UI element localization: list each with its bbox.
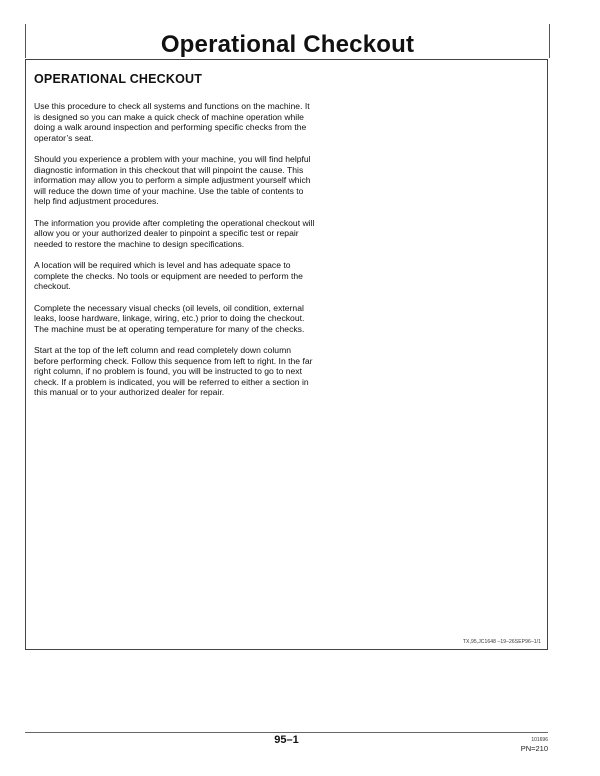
title-rule-right [549,24,550,58]
reference-code: TX,95,JC1648 –19–26SEP96–1/1 [462,639,541,645]
page-number: 95–1 [274,734,299,746]
footer-rule [25,732,548,733]
pn-code: PN=210 [520,744,548,753]
page-title: Operational Checkout [160,31,415,58]
paragraph-1: Use this procedure to check all systems and functions on the machine. It is designed so you can make a quick check of machine operation while doing a walk around inspection and performing specific checks from the operator’s seat. [34,101,310,143]
doc-code: 101696 [531,737,548,743]
content-box [25,59,548,650]
paragraph-5: Complete the necessary visual checks (oil levels, oil condition, external leaks, loose hardware, linkage, wiring, etc.) prior to doing the checkout. The machine must be at operating temperature for many of the checks. [34,302,305,334]
paragraph-6: Start at the top of the left column and read completely down column before performing check. Follow this sequence from left to right. In the far right column, if no problem is found, you will be instructed to go to next check. If a problem is indicated, you will be referred to either a section in this manual or to your authorized dealer for repair. [34,345,313,397]
text-column [34,101,316,409]
paragraph-4: A location will be required which is level and has adequate space to complete the checks. No tools or equipment are needed to perform the checkout. [34,260,303,291]
section-heading: OPERATIONAL CHECKOUT [34,72,203,86]
paragraph-3: The information you provide after completing the operational checkout will allow you or your authorized dealer to pinpoint a specific test or repair needed to restore the machine to design specifications. [34,217,315,249]
paragraph-2: Should you experience a problem with your machine, you will find helpful diagnostic information in this checkout that will pinpoint the cause. This information may allow you to perform a simple adjustment yourself which will reduce the down time of your machine. Use the table of contents to help find adjustment procedures. [34,154,311,206]
